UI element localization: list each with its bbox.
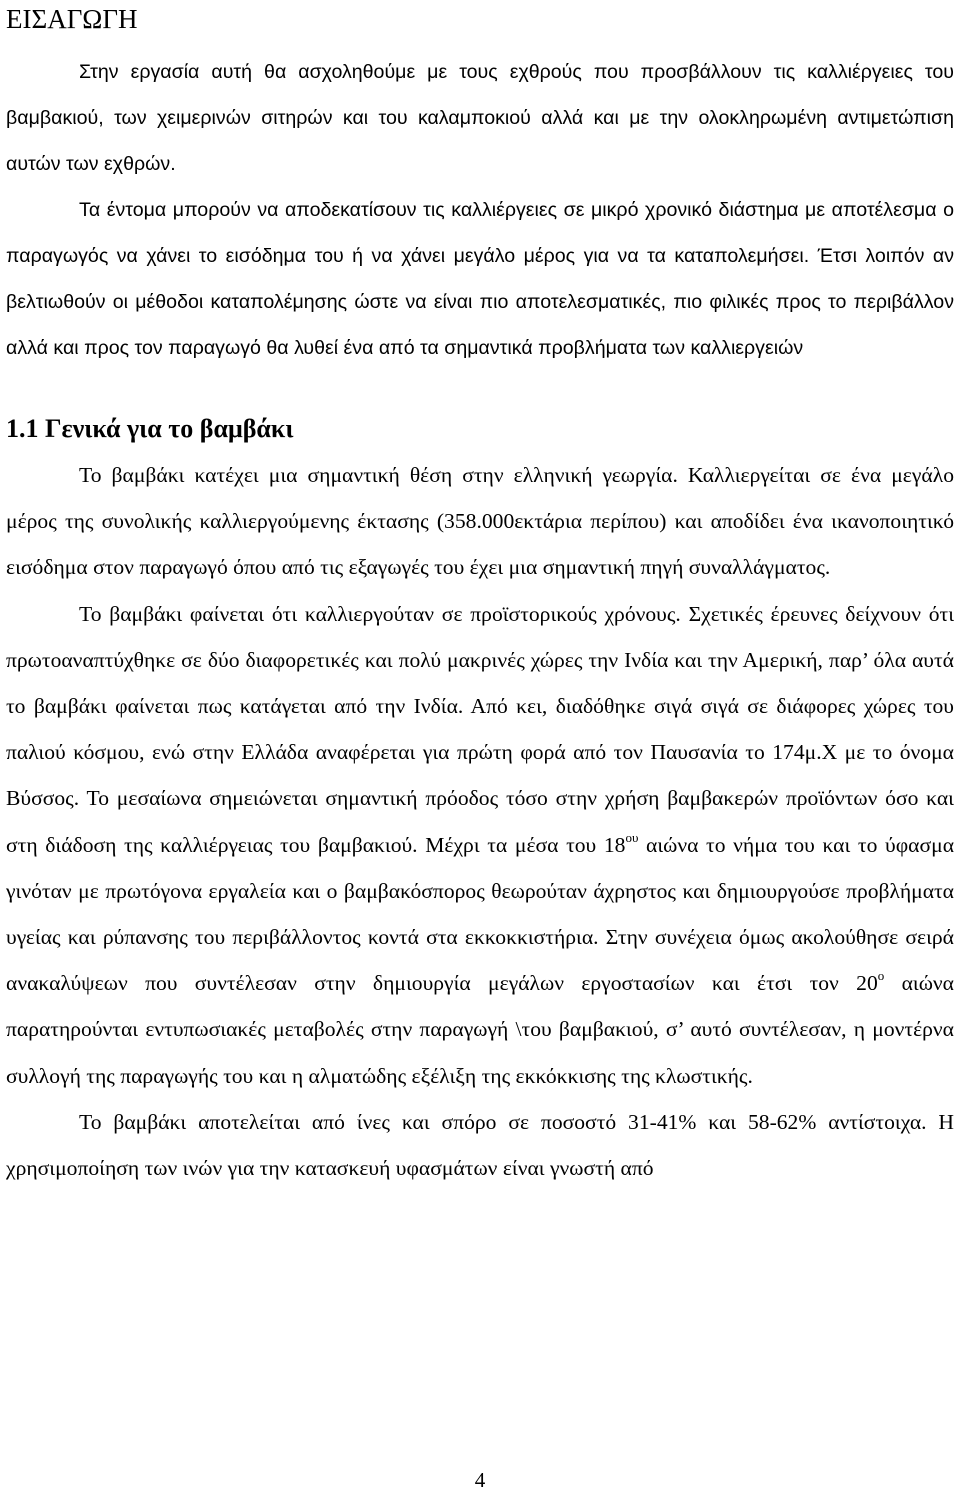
section-body — [6, 452, 954, 1191]
section-spacer — [6, 371, 954, 406]
section-paragraph-2-part-3: αιώνα παρατηρούνται εντυπωσιακές μεταβολές στην παραγωγή \του βαμβακιού, σ’ αυτό συντέλεσαν, η μοντέρνα συλλογή της παραγωγής του και η αλματώδης εξέλιξη της εκκόκκισης της κλωστικής. — [6, 971, 954, 1088]
ordinal-superscript-2: ο — [877, 968, 885, 984]
intro-section — [6, 49, 954, 371]
section-paragraph-1: Το βαμβάκι κατέχει μια σημαντική θέση στην ελληνική γεωργία. Καλλιεργείται σε ένα μεγάλο μέρος της συνολικής καλλιεργούμενης έκτασης (358.000εκτάρια περίπου) και αποδίδει ένα ικανοποιητικό εισόδημα στον παραγωγό όπου από τις εξαγωγές του έχει μια σημαντική πηγή συναλλάγματος. — [6, 463, 954, 580]
intro-paragraph-2: Τα έντομα μπορούν να αποδεκατίσουν τις καλλιέργειες σε μικρό χρονικό διάστημα με αποτέλεσμα ο παραγωγός να χάνει το εισόδημα του ή να χάνει μεγάλο μέρος για να τα καταπολεμήσει. Έτσι λοιπόν αν βελτιωθούν οι μέθοδοι καταπολέμησης ώστε να είναι πιο αποτελεσματικές, πιο φιλικές προς το περιβάλλον αλλά και προς τον παραγωγό θα λυθεί ένα από τα σημαντικά προβλήματα των καλλιεργειών — [6, 199, 954, 359]
section-paragraph-2-part-1: Το βαμβάκι φαίνεται ότι καλλιεργούταν σε προϊστορικούς χρόνους. Σχετικές έρευνες δείχνουν ότι πρωτοαναπτύχθηκε σε δύο διαφορετικές και πολύ μακρινές χώρες την Ινδία και την Αμερική, παρ’ όλα αυτά το βαμβάκι φαίνεται πως κατάγεται από την Ινδία. Από κει, διαδόθηκε σιγά σιγά σε διάφορες χώρες του παλιού κόσμου, ενώ στην Ελλάδα αναφέρεται για πρώτη φορά από τον Παυσανία το 174μ.Χ με το όνομα Βύσσος. Το μεσαίωνα σημειώνεται σημαντική πρόοδος τόσο στην χρήση βαμβακερών προϊόντων όσο και στη διάδοση της καλλιέργειας του βαμβακιού. Μέχρι τα μέσα του 18 — [6, 601, 954, 857]
page-number: 4 — [474, 1468, 486, 1492]
section-paragraph-2-part-2: αιώνα το νήμα του και το ύφασμα γινόταν με πρωτόγονα εργαλεία και ο βαμβακόσπορος θεωρούταν άχρηστος και δημιουργούσε προβλήματα υγείας και ρύπανσης του περιβάλλοντος κοντά στα εκκοκκιστήρια. Στην συνέχεια όμως ακολούθησε σειρά ανακαλύψεων που συντέλεσαν στην δημιουργία μεγάλων εργοστασίων και έτσι τον 20 — [6, 832, 955, 996]
section-paragraph-2 — [6, 591, 954, 1099]
section-heading: 1.1 Γενικά για το βαμβάκι — [6, 414, 294, 443]
page-title: ΕΙΣΑΓΩΓΗ — [6, 4, 138, 34]
intro-paragraph-1: Στην εργασία αυτή θα ασχοληθούμε με τους εχθρούς που προσβάλλουν τις καλλιέργειες του βαμβακιού, των χειμερινών σιτηρών και του καλαμποκιού αλλά και με την ολοκληρωμένη αντιμετώπιση αυτών των εχθρών. — [6, 61, 954, 175]
ordinal-superscript-1: ου — [625, 829, 639, 845]
section-paragraph-3: Το βαμβάκι αποτελείται από ίνες και σπόρο σε ποσοστό 31-41% και 58-62% αντίστοιχα. Η χρησιμοποίηση των ινών για την κατασκευή υφασμάτων είναι γνωστή από — [6, 1109, 954, 1181]
